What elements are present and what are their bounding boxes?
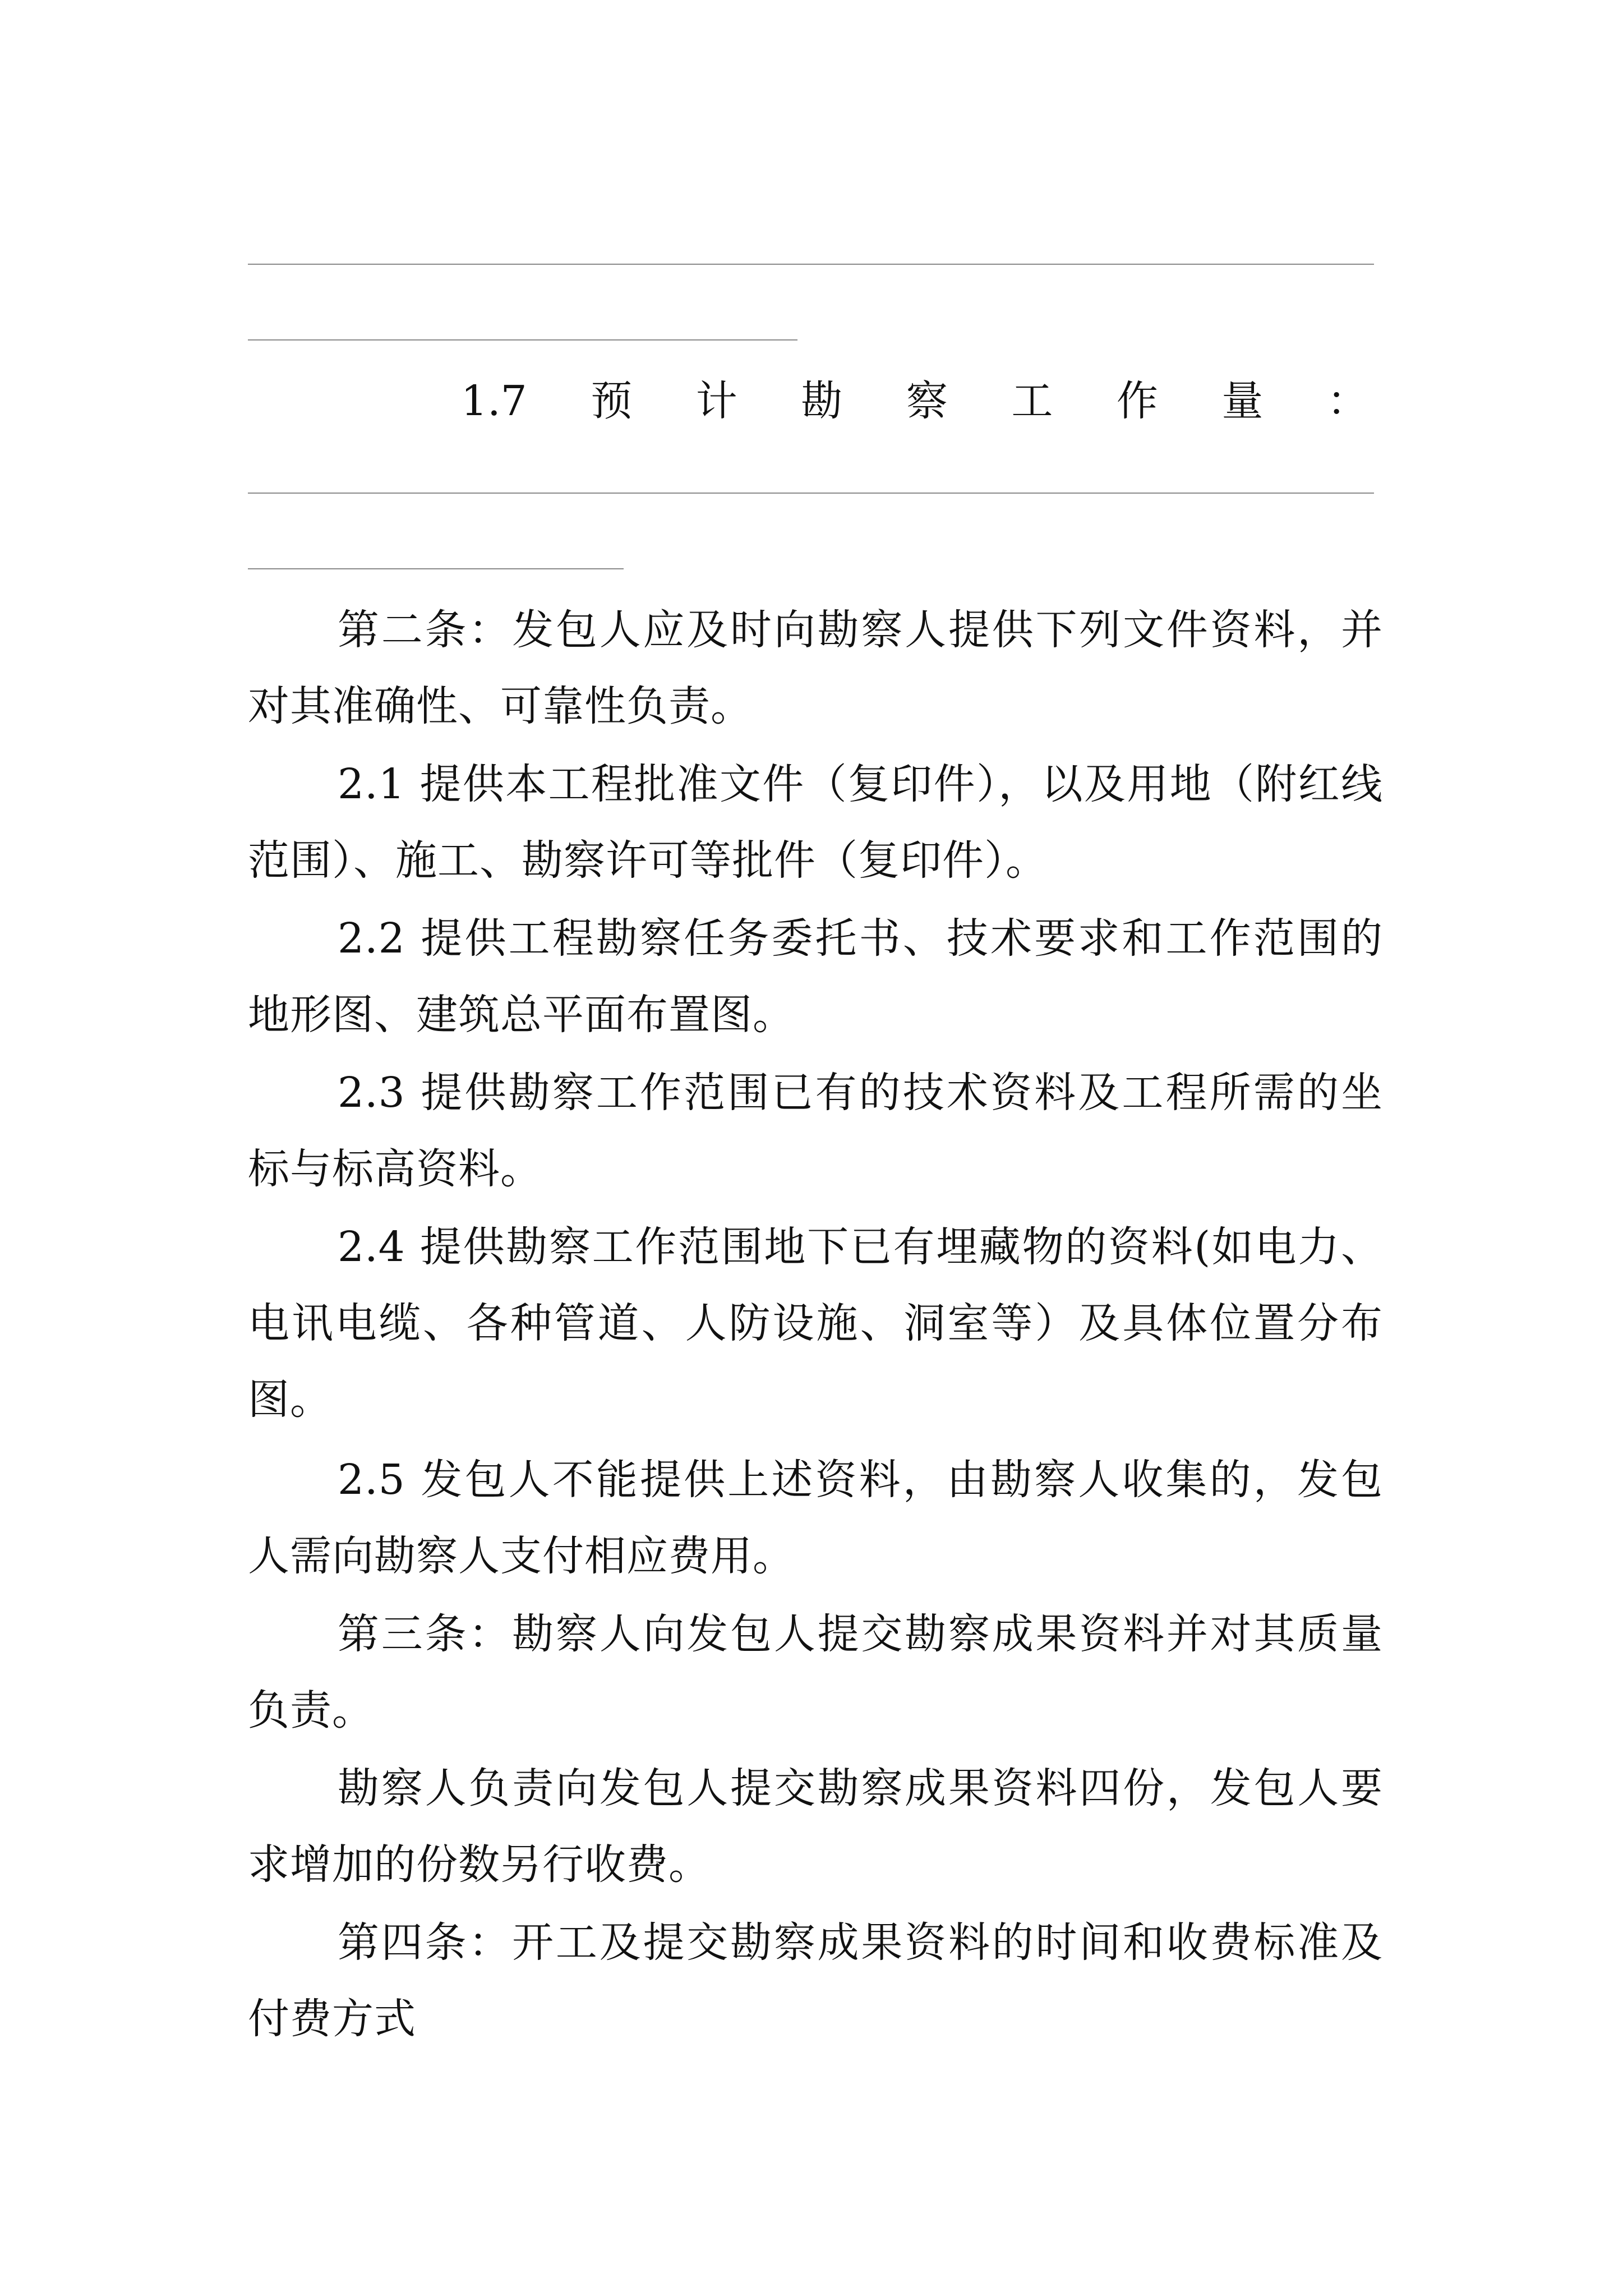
fill-in-line: [248, 339, 797, 341]
fill-in-line: [248, 493, 1374, 494]
heading-char: 作: [1116, 377, 1158, 425]
heading-char: ：: [1326, 377, 1368, 425]
clause-paragraph: 第四条：开工及提交勘察成果资料的时间和收费标准及付费方式: [248, 1918, 1383, 2043]
heading-char: 量: [1221, 377, 1264, 425]
clause-paragraph: 第二条：发包人应及时向勘察人提供下列文件资料，并对其准确性、可靠性负责。: [248, 606, 1383, 730]
clause-paragraph: 2.4 提供勘察工作范围地下已有埋藏物的资料(如电力、电讯电缆、各种管道、人防设施、洞室等）及具体位置分布图。: [248, 1223, 1383, 1424]
clause-paragraph: 2.2 提供工程勘察任务委托书、技术要求和工作范围的地形图、建筑总平面布置图。: [248, 914, 1383, 1039]
section-heading: [461, 370, 1368, 432]
heading-char: 计: [695, 377, 737, 425]
clause-paragraph: 2.3 提供勘察工作范围已有的技术资料及工程所需的坐标与标高资料。: [248, 1069, 1383, 1193]
heading-char: 察: [906, 377, 948, 425]
fill-in-line: [248, 568, 624, 569]
heading-char: 勘: [801, 377, 843, 425]
clause-paragraph: 勘察人负责向发包人提交勘察成果资料四份，发包人要求增加的份数另行收费。: [248, 1764, 1383, 1889]
heading-number: 1.7: [461, 377, 527, 425]
heading-char: 工: [1011, 377, 1053, 425]
heading-char: 预: [591, 377, 633, 425]
clause-paragraph: 2.1 提供本工程批准文件（复印件），以及用地（附红线范围）、施工、勘察许可等批件（复印件）。: [248, 760, 1383, 885]
fill-in-line: [248, 264, 1374, 265]
clause-paragraph: 第三条：勘察人向发包人提交勘察成果资料并对其质量负责。: [248, 1610, 1383, 1734]
clause-paragraph: 2.5 发包人不能提供上述资料，由勘察人收集的，发包人需向勘察人支付相应费用。: [248, 1456, 1383, 1580]
